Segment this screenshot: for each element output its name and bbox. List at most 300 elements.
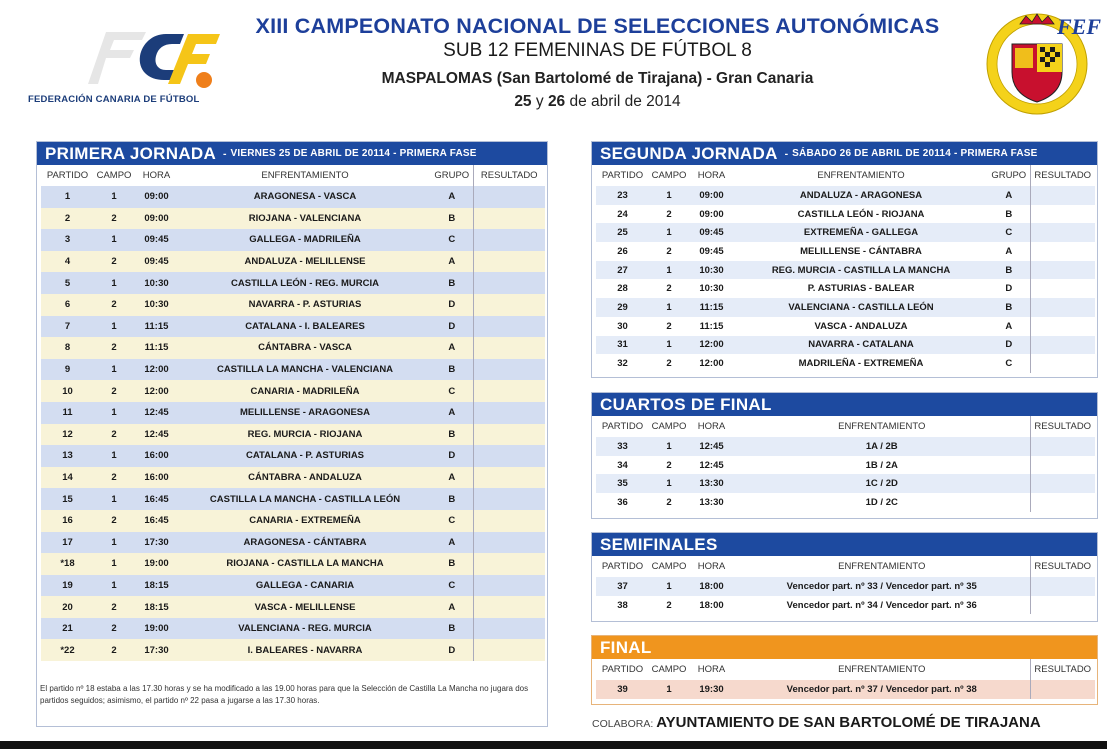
partido-cell: 31: [596, 336, 649, 355]
resultado-cell: [473, 553, 545, 575]
table-row: [596, 577, 1095, 596]
col-campo: CAMPO: [651, 170, 687, 181]
table-row: [596, 223, 1095, 242]
resultado-cell: [473, 229, 545, 251]
hora-cell: 18:00: [689, 596, 734, 615]
hora-cell: 12:45: [689, 456, 734, 475]
campo-cell: 2: [649, 205, 689, 224]
table-row: [41, 402, 545, 424]
table-row: [596, 680, 1095, 699]
campo-cell: 1: [94, 359, 134, 381]
partido-cell: 2: [41, 208, 94, 230]
table-header-row: [596, 659, 1095, 680]
partido-cell: 17: [41, 532, 94, 554]
fef-logo: [982, 2, 1102, 126]
match-cell: ARAGONESA - CÁNTABRA: [179, 532, 431, 554]
campo-cell: 2: [649, 317, 689, 336]
resultado-cell: [1030, 354, 1095, 373]
col-campo: CAMPO: [651, 664, 687, 675]
semifinales-table: [596, 556, 1095, 614]
fcf-logo: [28, 26, 228, 110]
match-cell: Vencedor part. nº 37 / Vencedor part. nº 38: [734, 680, 1030, 699]
fef-monogram: FEF: [1057, 14, 1102, 39]
match-cell: Vencedor part. nº 34 / Vencedor part. nº 36: [734, 596, 1030, 615]
grupo-cell: D: [988, 336, 1030, 355]
resultado-cell: [473, 294, 545, 316]
match-cell: 1B / 2A: [734, 456, 1030, 475]
hora-cell: 16:00: [134, 467, 179, 489]
hora-cell: 09:45: [689, 242, 734, 261]
campo-cell: 2: [94, 618, 134, 640]
table-row: [41, 467, 545, 489]
match-cell: CASTILLA LEÓN - RIOJANA: [734, 205, 988, 224]
partido-cell: 1: [41, 186, 94, 208]
campo-cell: 2: [94, 251, 134, 273]
table-row: [41, 359, 545, 381]
grupo-cell: B: [431, 208, 473, 230]
grupo-cell: D: [431, 294, 473, 316]
partido-cell: 3: [41, 229, 94, 251]
hora-cell: 12:45: [134, 424, 179, 446]
resultado-cell: [473, 208, 545, 230]
grupo-cell: A: [431, 532, 473, 554]
match-cell: CASTILLA LEÓN - REG. MURCIA: [179, 272, 431, 294]
match-cell: CASTILLA LA MANCHA - VALENCIANA: [179, 359, 431, 381]
partido-cell: 37: [596, 577, 649, 596]
resultado-cell: [473, 251, 545, 273]
match-cell: Vencedor part. nº 33 / Vencedor part. nº 35: [734, 577, 1030, 596]
fcf-caption: FEDERACIÓN CANARIA DE FÚTBOL: [28, 94, 200, 105]
segunda-jornada-title: SEGUNDA JORNADA: [600, 143, 778, 163]
match-cell: P. ASTURIAS - BALEAR: [734, 279, 988, 298]
col-resultado: RESULTADO: [1030, 165, 1095, 186]
resultado-cell: [1030, 317, 1095, 336]
resultado-cell: [473, 618, 545, 640]
table-row: [41, 229, 545, 251]
col-campo: CAMPO: [651, 421, 687, 432]
resultado-cell: [473, 596, 545, 618]
table-row: [596, 186, 1095, 205]
grupo-cell: A: [988, 242, 1030, 261]
grupo-cell: C: [988, 354, 1030, 373]
hora-cell: 17:30: [134, 639, 179, 661]
hora-cell: 18:00: [689, 577, 734, 596]
campo-cell: 2: [649, 456, 689, 475]
campo-cell: 2: [94, 294, 134, 316]
final-panel: [591, 635, 1098, 705]
campo-cell: 1: [649, 577, 689, 596]
table-header-row: [596, 165, 1095, 186]
hora-cell: 09:00: [134, 186, 179, 208]
hora-cell: 17:30: [134, 532, 179, 554]
partido-cell: 8: [41, 337, 94, 359]
resultado-cell: [1030, 242, 1095, 261]
match-cell: GALLEGA - CANARIA: [179, 575, 431, 597]
grupo-cell: B: [988, 261, 1030, 280]
grupo-cell: A: [988, 317, 1030, 336]
resultado-cell: [1030, 223, 1095, 242]
campo-cell: 2: [94, 380, 134, 402]
primera-jornada-header: [37, 142, 547, 165]
campo-cell: 2: [649, 279, 689, 298]
match-cell: CÁNTABRA - VASCA: [179, 337, 431, 359]
table-row: [596, 437, 1095, 456]
partido-cell: 13: [41, 445, 94, 467]
table-row: [596, 474, 1095, 493]
col-resultado: RESULTADO: [1030, 659, 1095, 680]
table-header-row: [41, 165, 545, 186]
campo-cell: 2: [649, 493, 689, 512]
campo-cell: 1: [94, 402, 134, 424]
campo-cell: 1: [94, 229, 134, 251]
hora-cell: 19:00: [134, 553, 179, 575]
resultado-cell: [473, 272, 545, 294]
partido-cell: 6: [41, 294, 94, 316]
hora-cell: 09:00: [689, 205, 734, 224]
primera-jornada-title: PRIMERA JORNADA: [45, 143, 217, 163]
table-row: [596, 242, 1095, 261]
grupo-cell: B: [431, 359, 473, 381]
table-row: [596, 354, 1095, 373]
hora-cell: 09:45: [134, 251, 179, 273]
resultado-cell: [473, 316, 545, 338]
table-row: [41, 251, 545, 273]
col-hora: HORA: [697, 561, 726, 572]
hora-cell: 12:00: [134, 359, 179, 381]
hora-cell: 09:00: [134, 208, 179, 230]
match-cell: MADRILEÑA - EXTREMEÑA: [734, 354, 988, 373]
col-campo: CAMPO: [96, 170, 132, 181]
hora-cell: 10:30: [689, 279, 734, 298]
table-row: [596, 279, 1095, 298]
primera-jornada-separator: -: [223, 147, 227, 160]
campo-cell: 2: [94, 208, 134, 230]
hora-cell: 12:00: [689, 336, 734, 355]
match-cell: MELILLENSE - ARAGONESA: [179, 402, 431, 424]
campo-cell: 1: [649, 474, 689, 493]
match-cell: VALENCIANA - CASTILLA LEÓN: [734, 298, 988, 317]
partido-cell: 20: [41, 596, 94, 618]
segunda-jornada-separator: -: [784, 147, 789, 160]
campo-cell: 2: [649, 242, 689, 261]
table-header-row: [596, 416, 1095, 437]
campo-cell: 1: [94, 532, 134, 554]
match-cell: RIOJANA - VALENCIANA: [179, 208, 431, 230]
match-cell: CANARIA - EXTREMEÑA: [179, 510, 431, 532]
grupo-cell: A: [431, 337, 473, 359]
resultado-cell: [473, 424, 545, 446]
hora-cell: 18:15: [134, 596, 179, 618]
match-cell: REG. MURCIA - CASTILLA LA MANCHA: [734, 261, 988, 280]
table-row: [596, 205, 1095, 224]
hora-cell: 10:30: [134, 272, 179, 294]
resultado-cell: [1030, 680, 1095, 699]
hora-cell: 18:15: [134, 575, 179, 597]
primera-jornada-subtitle: VIERNES 25 DE ABRIL DE 20114 - PRIMERA FASE: [230, 148, 477, 159]
resultado-cell: [1030, 596, 1095, 615]
campo-cell: 1: [649, 680, 689, 699]
partido-cell: 38: [596, 596, 649, 615]
resultado-cell: [473, 337, 545, 359]
col-hora: HORA: [142, 170, 171, 181]
resultado-cell: [1030, 261, 1095, 280]
table-row: [596, 298, 1095, 317]
cuartos-title: CUARTOS DE FINAL: [600, 394, 772, 414]
match-cell: 1A / 2B: [734, 437, 1030, 456]
resultado-cell: [1030, 577, 1095, 596]
partido-cell: 19: [41, 575, 94, 597]
final-table: [596, 659, 1095, 699]
primera-jornada-table: [41, 165, 545, 661]
sponsor-label: COLABORA:: [592, 718, 657, 730]
campo-cell: 2: [94, 596, 134, 618]
match-cell: MELILLENSE - CÁNTABRA: [734, 242, 988, 261]
grupo-cell: B: [431, 553, 473, 575]
col-grupo: GRUPO: [991, 170, 1027, 181]
partido-cell: 5: [41, 272, 94, 294]
hora-cell: 12:45: [689, 437, 734, 456]
championship-location: MASPALOMAS (San Bartolomé de Tirajana) - Gran Canaria: [381, 70, 814, 87]
bottom-border-bar: [0, 741, 1107, 749]
resultado-cell: [473, 467, 545, 489]
match-cell: CANARIA - MADRILEÑA: [179, 380, 431, 402]
hora-cell: 09:45: [134, 229, 179, 251]
grupo-cell: A: [431, 402, 473, 424]
date-connector: y: [531, 93, 548, 110]
match-cell: CASTILLA LA MANCHA - CASTILLA LEÓN: [179, 488, 431, 510]
match-cell: 1D / 2C: [734, 493, 1030, 512]
grupo-cell: D: [431, 639, 473, 661]
table-row: [41, 445, 545, 467]
hora-cell: 11:15: [134, 316, 179, 338]
hora-cell: 11:15: [689, 317, 734, 336]
partido-cell: 32: [596, 354, 649, 373]
resultado-cell: [1030, 493, 1095, 512]
cuartos-header: [592, 393, 1097, 416]
partido-cell: 34: [596, 456, 649, 475]
hora-cell: 10:30: [134, 294, 179, 316]
grupo-cell: B: [431, 488, 473, 510]
grupo-cell: C: [431, 229, 473, 251]
table-row: [41, 575, 545, 597]
col-enfrentamiento: ENFRENTAMIENTO: [817, 170, 905, 181]
final-title: FINAL: [600, 637, 652, 657]
resultado-cell: [1030, 336, 1095, 355]
table-row: [596, 493, 1095, 512]
final-header: [592, 636, 1097, 659]
hora-cell: 12:00: [689, 354, 734, 373]
table-row: [41, 337, 545, 359]
hora-cell: 13:30: [689, 493, 734, 512]
match-cell: I. BALEARES - NAVARRA: [179, 639, 431, 661]
partido-cell: 21: [41, 618, 94, 640]
col-partido: PARTIDO: [46, 170, 89, 181]
grupo-cell: D: [988, 279, 1030, 298]
col-campo: CAMPO: [651, 561, 687, 572]
partido-cell: 7: [41, 316, 94, 338]
match-cell: NAVARRA - CATALANA: [734, 336, 988, 355]
match-cell: VASCA - ANDALUZA: [734, 317, 988, 336]
grupo-cell: D: [431, 445, 473, 467]
match-cell: CATALANA - I. BALEARES: [179, 316, 431, 338]
table-row: [41, 294, 545, 316]
table-row: [41, 639, 545, 661]
primera-jornada-panel: [36, 141, 548, 727]
match-cell: NAVARRA - P. ASTURIAS: [179, 294, 431, 316]
table-row: [41, 186, 545, 208]
table-row: [41, 424, 545, 446]
table-row: [41, 510, 545, 532]
col-hora: HORA: [697, 170, 726, 181]
grupo-cell: B: [988, 205, 1030, 224]
campo-cell: 1: [94, 445, 134, 467]
hora-cell: 19:30: [689, 680, 734, 699]
resultado-cell: [473, 575, 545, 597]
match-cell: EXTREMEÑA - GALLEGA: [734, 223, 988, 242]
campo-cell: 2: [94, 424, 134, 446]
match-cell: ANDALUZA - ARAGONESA: [734, 186, 988, 205]
col-hora: HORA: [697, 664, 726, 675]
championship-dates: [210, 93, 985, 111]
partido-cell: 30: [596, 317, 649, 336]
col-enfrentamiento: ENFRENTAMIENTO: [838, 664, 926, 675]
sponsor-name: AYUNTAMIENTO DE SAN BARTOLOMÉ DE TIRAJANA: [656, 714, 1041, 731]
hora-cell: 16:00: [134, 445, 179, 467]
partido-cell: *18: [41, 553, 94, 575]
match-cell: VALENCIANA - REG. MURCIA: [179, 618, 431, 640]
cuartos-panel: [591, 392, 1098, 519]
document-header: [210, 14, 985, 111]
hora-cell: 19:00: [134, 618, 179, 640]
col-partido: PARTIDO: [601, 421, 644, 432]
col-hora: HORA: [697, 421, 726, 432]
partido-cell: 15: [41, 488, 94, 510]
segunda-jornada-table: [596, 165, 1095, 373]
table-row: [41, 596, 545, 618]
col-partido: PARTIDO: [601, 664, 644, 675]
semifinales-header: [592, 533, 1097, 556]
campo-cell: 1: [94, 488, 134, 510]
date-day-1: 25: [514, 93, 532, 110]
campo-cell: 1: [94, 553, 134, 575]
partido-cell: 33: [596, 437, 649, 456]
grupo-cell: C: [431, 380, 473, 402]
col-grupo: GRUPO: [434, 170, 470, 181]
hora-cell: 16:45: [134, 488, 179, 510]
grupo-cell: A: [988, 186, 1030, 205]
campo-cell: 2: [94, 337, 134, 359]
grupo-cell: D: [431, 316, 473, 338]
resultado-cell: [1030, 186, 1095, 205]
campo-cell: 2: [94, 639, 134, 661]
col-resultado: RESULTADO: [1030, 416, 1095, 437]
partido-cell: 26: [596, 242, 649, 261]
grupo-cell: B: [988, 298, 1030, 317]
resultado-cell: [473, 359, 545, 381]
resultado-cell: [1030, 456, 1095, 475]
col-enfrentamiento: ENFRENTAMIENTO: [838, 561, 926, 572]
col-partido: PARTIDO: [601, 170, 644, 181]
hora-cell: 10:30: [689, 261, 734, 280]
match-cell: 1C / 2D: [734, 474, 1030, 493]
grupo-cell: A: [431, 596, 473, 618]
partido-cell: 14: [41, 467, 94, 489]
hora-cell: 12:45: [134, 402, 179, 424]
partido-cell: 9: [41, 359, 94, 381]
hora-cell: 11:15: [134, 337, 179, 359]
partido-cell: 11: [41, 402, 94, 424]
campo-cell: 2: [649, 596, 689, 615]
sponsor-line: [592, 714, 1041, 731]
hora-cell: 11:15: [689, 298, 734, 317]
table-row: [596, 261, 1095, 280]
schedule-change-note: El partido nº 18 estaba a las 17.30 horas y se ha modificado a las 19.00 horas para que la Selección de Castilla La Mancha no jugara dos partidos seguidos; asimismo, el partido nº 22 pasa a jugarse a las 17.30 horas.: [40, 684, 529, 705]
partido-cell: *22: [41, 639, 94, 661]
resultado-cell: [473, 639, 545, 661]
match-cell: CÁNTABRA - ANDALUZA: [179, 467, 431, 489]
match-cell: CATALANA - P. ASTURIAS: [179, 445, 431, 467]
resultado-cell: [473, 186, 545, 208]
championship-title: XIII CAMPEONATO NACIONAL DE SELECCIONES AUTONÓMICAS: [255, 14, 940, 38]
segunda-jornada-header: [592, 142, 1097, 165]
match-cell: GALLEGA - MADRILEÑA: [179, 229, 431, 251]
grupo-cell: B: [431, 272, 473, 294]
table-row: [596, 336, 1095, 355]
campo-cell: 1: [94, 272, 134, 294]
grupo-cell: C: [988, 223, 1030, 242]
partido-cell: 23: [596, 186, 649, 205]
semifinales-title: SEMIFINALES: [600, 534, 718, 554]
hora-cell: 09:00: [689, 186, 734, 205]
col-enfrentamiento: ENFRENTAMIENTO: [261, 170, 349, 181]
resultado-cell: [1030, 205, 1095, 224]
semifinales-panel: [591, 532, 1098, 622]
cuartos-table: [596, 416, 1095, 512]
partido-cell: 36: [596, 493, 649, 512]
date-day-2: 26: [547, 93, 566, 110]
date-month-year: de abril de 2014: [565, 93, 681, 110]
table-row: [41, 316, 545, 338]
segunda-jornada-panel: [591, 141, 1098, 378]
campo-cell: 1: [649, 223, 689, 242]
match-cell: ARAGONESA - VASCA: [179, 186, 431, 208]
match-cell: VASCA - MELILLENSE: [179, 596, 431, 618]
table-row: [41, 532, 545, 554]
resultado-cell: [473, 532, 545, 554]
resultado-cell: [1030, 279, 1095, 298]
resultado-cell: [473, 445, 545, 467]
grupo-cell: A: [431, 251, 473, 273]
hora-cell: 09:45: [689, 223, 734, 242]
table-row: [41, 272, 545, 294]
grupo-cell: A: [431, 467, 473, 489]
resultado-cell: [473, 402, 545, 424]
campo-cell: 1: [94, 316, 134, 338]
resultado-cell: [473, 510, 545, 532]
match-cell: REG. MURCIA - RIOJANA: [179, 424, 431, 446]
col-enfrentamiento: ENFRENTAMIENTO: [838, 421, 926, 432]
table-row: [41, 208, 545, 230]
campo-cell: 1: [649, 298, 689, 317]
grupo-cell: A: [431, 186, 473, 208]
resultado-cell: [473, 488, 545, 510]
table-row: [41, 380, 545, 402]
match-cell: RIOJANA - CASTILLA LA MANCHA: [179, 553, 431, 575]
col-resultado: RESULTADO: [473, 165, 545, 186]
campo-cell: 1: [649, 336, 689, 355]
partido-cell: 10: [41, 380, 94, 402]
table-row: [596, 596, 1095, 615]
